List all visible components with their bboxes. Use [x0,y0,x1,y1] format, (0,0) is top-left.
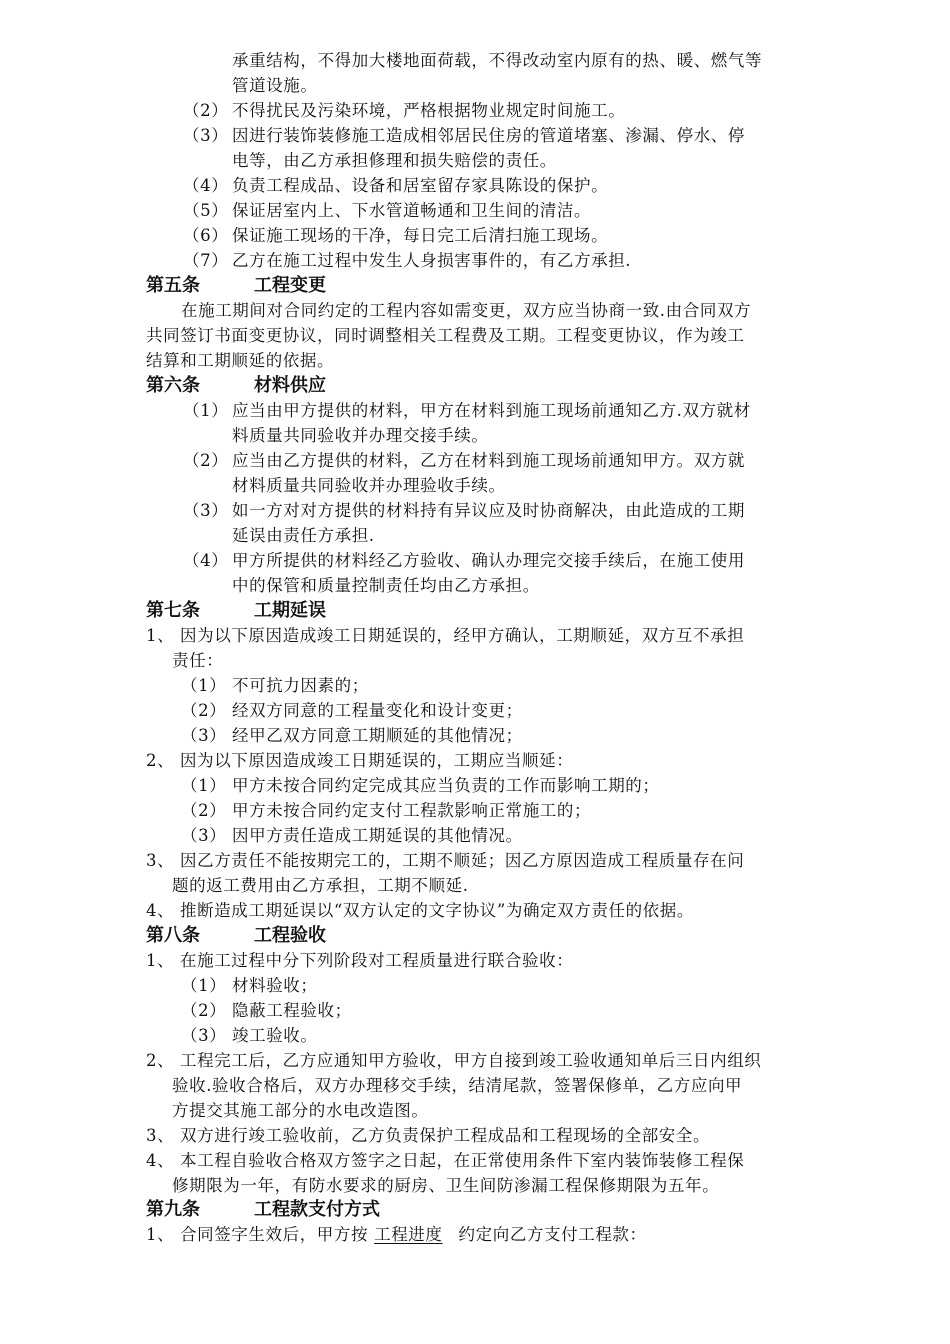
article-heading [146,375,326,397]
item-number: （1） [183,401,229,420]
item-text: 甲方所提供的材料经乙方验收、确认办理完交接手续后，在施工使用 [232,551,745,570]
item-text: 电等，由乙方承担修理和损失赔偿的责任。 [232,151,557,170]
item-text: 隐蔽工程验收； [232,1001,352,1020]
article-heading [146,275,326,297]
article-title: 工期延误 [254,600,326,621]
clause-text: 工程完工后，乙方应通知甲方验收，甲方自接到竣工验收通知单后三日内组织 [180,1051,762,1070]
item-text: 不得扰民及污染环境，严格根据物业规定时间施工。 [232,101,626,120]
item-text: 材料验收； [232,976,318,995]
item-number: （2） [183,451,229,470]
clause-text: 方提交其施工部分的水电改造图。 [172,1101,429,1120]
article-number: 第七条 [146,600,200,621]
clause-number: 4、 [146,1151,175,1170]
item-text: 负责工程成品、设备和居室留存家具陈设的保护。 [232,176,609,195]
paragraph-line: 在施工期间对合同约定的工程内容如需变更，双方应当协商一致.由合同双方 [181,301,752,320]
item-text: 保证居室内上、下水管道畅通和卫生间的清洁。 [232,201,592,220]
item-text: 不可抗力因素的； [232,676,369,695]
article-title: 工程验收 [254,925,326,946]
clause-text: 验收.验收合格后，双方办理移交手续，结清尾款，签署保修单，乙方应向甲 [172,1076,743,1095]
item-text: 甲方未按合同约定完成其应当负责的工作而影响工期的； [232,776,660,795]
clause-number: 2、 [146,751,175,770]
item-number: （1） [181,776,227,795]
item-number: （6） [183,226,229,245]
item-number: （3） [181,826,227,845]
item-number: （2） [183,101,229,120]
clause-text: 双方进行竣工验收前，乙方负责保护工程成品和工程现场的全部安全。 [180,1126,711,1145]
clause-text: 题的返工费用由乙方承担，工期不顺延. [172,876,469,895]
item-text: 竣工验收。 [232,1026,318,1045]
clause-text: 因为以下原因造成竣工日期延误的，经甲方确认，工期顺延，双方互不承担 [180,626,745,645]
item-text: 因甲方责任造成工期延误的其他情况。 [232,826,523,845]
item-text: 因进行装饰装修施工造成相邻居民住房的管道堵塞、渗漏、停水、停 [232,126,745,145]
clause-text: 在施工过程中分下列阶段对工程质量进行联合验收： [180,951,574,970]
clause-number: 4、 [146,901,175,920]
item-number: （3） [183,501,229,520]
clause-text-after: 约定向乙方支付工程款： [458,1225,647,1244]
item-number: （7） [183,251,229,270]
item-number: （4） [183,176,229,195]
payment-basis-blank: 工程进度 [374,1225,443,1244]
article-heading [146,600,326,622]
paragraph-line: 管道设施。 [232,76,318,95]
article-title: 工程款支付方式 [254,1199,380,1220]
clause-text: 责任： [172,651,224,670]
article-title: 工程变更 [254,275,326,296]
article-heading [146,925,326,947]
item-text: 甲方未按合同约定支付工程款影响正常施工的； [232,801,592,820]
clause-number: 3、 [146,851,175,870]
clause-number: 1、 [146,951,175,970]
item-text: 保证施工现场的干净，每日完工后清扫施工现场。 [232,226,609,245]
item-text: 材料质量共同验收并办理验收手续。 [232,476,506,495]
clause-number: 2、 [146,1051,175,1070]
item-number: （3） [181,726,227,745]
item-number: （2） [181,701,227,720]
paragraph-line: 共同签订书面变更协议，同时调整相关工程费及工期。工程变更协议，作为竣工 [146,326,745,345]
article-number: 第八条 [146,925,200,946]
item-number: （3） [183,126,229,145]
clause-text-before: 合同签字生效后，甲方按 [180,1225,369,1244]
item-text: 乙方在施工过程中发生人身损害事件的，有乙方承担. [232,251,632,270]
item-text: 中的保管和质量控制责任均由乙方承担。 [232,576,540,595]
item-text: 延误由责任方承担. [232,526,375,545]
item-number: （2） [181,801,227,820]
clause-text: 推断造成工期延误以“双方认定的文字协议”为确定双方责任的依据。 [180,901,694,920]
item-text: 料质量共同验收并办理交接手续。 [232,426,489,445]
article-number: 第九条 [146,1199,200,1220]
item-number: （3） [181,1026,227,1045]
item-text: 如一方对对方提供的材料持有异议应及时协商解决，由此造成的工期 [232,501,745,520]
clause-text: 本工程自验收合格双方签字之日起，在正常使用条件下室内装饰装修工程保 [180,1151,745,1170]
article-number: 第六条 [146,375,200,396]
clause-text: 修期限为一年，有防水要求的厨房、卫生间防渗漏工程保修期限为五年。 [172,1176,720,1195]
item-number: （1） [181,976,227,995]
item-number: （1） [181,676,227,695]
paragraph-line: 结算和工期顺延的依据。 [146,351,335,370]
clause-text: 因为以下原因造成竣工日期延误的，工期应当顺延： [180,751,574,770]
item-text: 应当由甲方提供的材料，甲方在材料到施工现场前通知乙方.双方就材 [232,401,751,420]
article-number: 第五条 [146,275,200,296]
item-text: 应当由乙方提供的材料，乙方在材料到施工现场前通知甲方。双方就 [232,451,745,470]
item-number: （5） [183,201,229,220]
item-text: 经甲乙双方同意工期顺延的其他情况； [232,726,523,745]
clause-text [180,1225,647,1245]
article-title: 材料供应 [254,375,326,396]
article-heading [146,1199,380,1221]
clause-text: 因乙方责任不能按期完工的，工期不顺延；因乙方原因造成工程质量存在问 [180,851,745,870]
item-number: （2） [181,1001,227,1020]
paragraph-line: 承重结构，不得加大楼地面荷载，不得改动室内原有的热、暖、燃气等 [232,51,763,70]
clause-number: 1、 [146,1225,175,1244]
clause-number: 1、 [146,626,175,645]
item-text: 经双方同意的工程量变化和设计变更； [232,701,523,720]
clause-number: 3、 [146,1126,175,1145]
item-number: （4） [183,551,229,570]
